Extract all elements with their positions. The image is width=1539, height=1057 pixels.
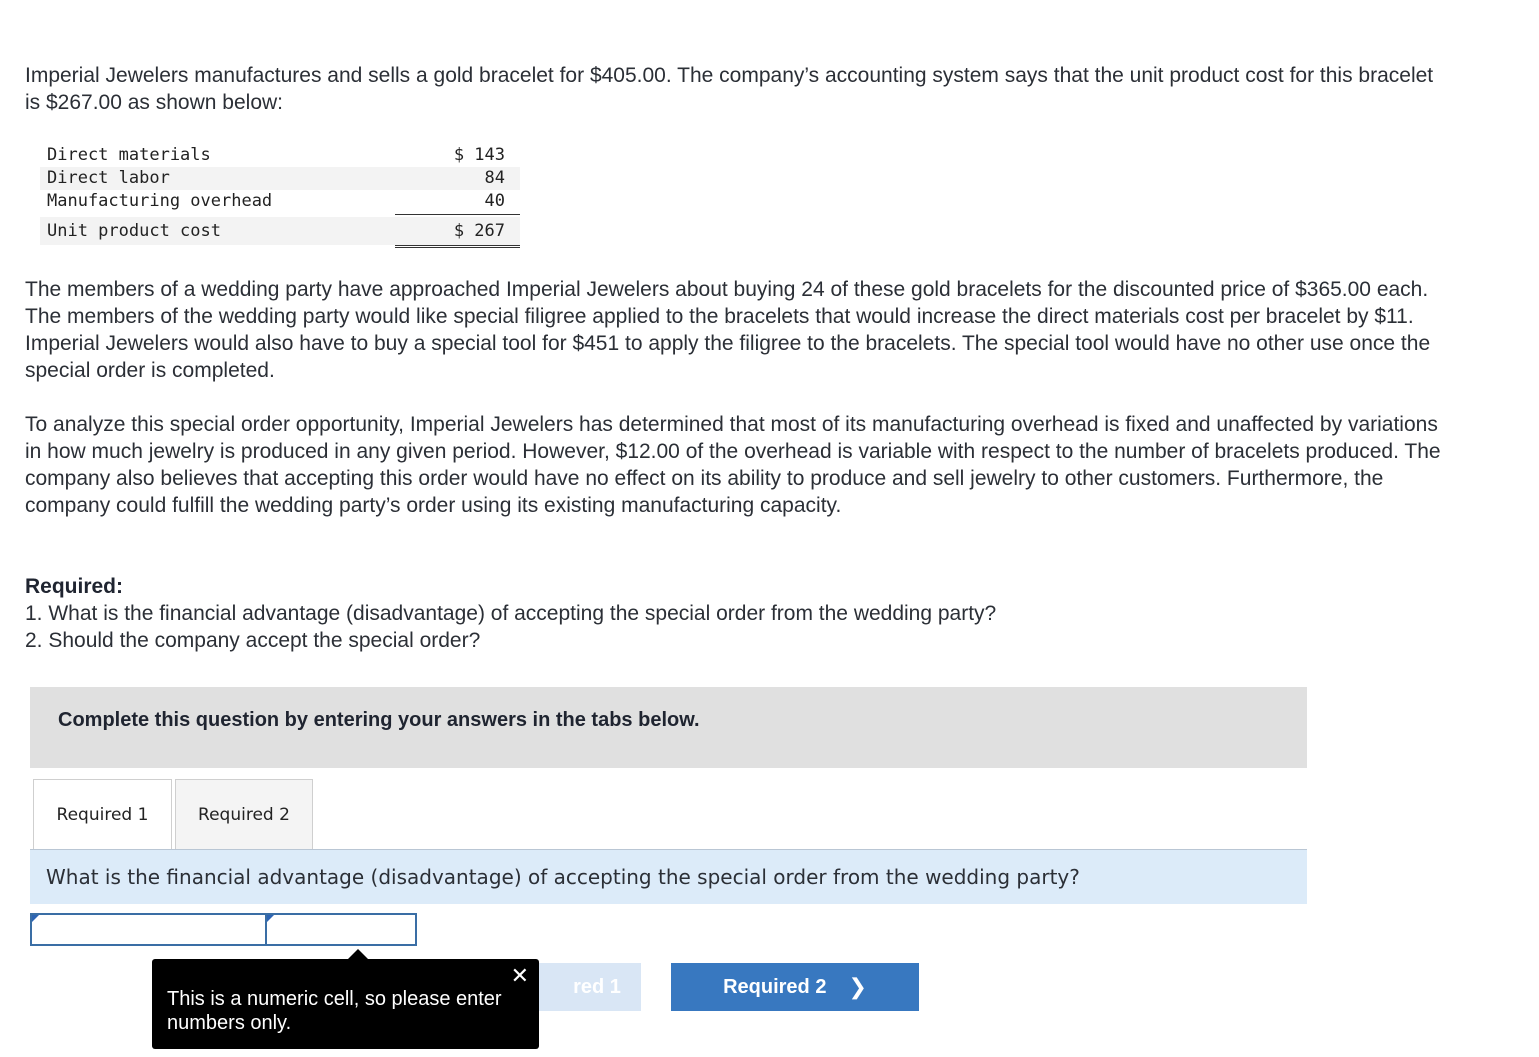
- cost-value: $ 143: [453, 145, 505, 165]
- cost-value: 84: [484, 168, 505, 188]
- prev-button-label: red 1: [573, 975, 621, 998]
- tooltip-message: This is a numeric cell, so please enter numbers only.: [167, 988, 502, 1034]
- prev-required-button[interactable]: [527, 963, 641, 1011]
- chevron-right-icon: ❯: [848, 974, 867, 999]
- cost-row-direct-labor: [40, 167, 520, 190]
- cost-label: Unit product cost: [47, 221, 221, 241]
- subtotal-rule: [395, 214, 520, 215]
- total-double-rule: [395, 245, 520, 248]
- question-text: What is the financial advantage (disadvantage) of accepting the special order from the wedding party?: [46, 865, 1080, 889]
- special-order-paragraph: The members of a wedding party have approached Imperial Jewelers about buying 24 of these gold bracelets for the discounted price of $365.00 each. The members of the wedding party would like special filigree applied to the bracelets that would increase the direct materials cost per bracelet by $11. Imperial Jewelers would also have to buy a special tool for $451 to apply the filigree to the bracelets. The special tool would have no other use once the special order is completed.: [25, 278, 1431, 382]
- cost-row-direct-materials: [40, 144, 520, 167]
- answer-amount-cell[interactable]: [265, 913, 417, 946]
- answer-label-input[interactable]: [32, 915, 265, 944]
- tab-required-2[interactable]: [175, 779, 313, 849]
- question-bar: [30, 850, 1307, 904]
- cost-row-unit-product-cost: [40, 217, 520, 245]
- tab-label: Required 2: [198, 804, 290, 825]
- next-button-label: Required 2: [723, 975, 827, 998]
- cell-marker-icon: [267, 915, 274, 922]
- cost-row-manufacturing-overhead: [40, 190, 520, 213]
- unit-cost-table: [40, 144, 520, 245]
- tab-required-1[interactable]: [33, 779, 172, 849]
- answer-amount-input[interactable]: [267, 915, 415, 944]
- required-item-1: 1. What is the financial advantage (disadvantage) of accepting the special order from the wedding party?: [25, 602, 997, 625]
- instructions-banner: [30, 687, 1307, 768]
- cost-value: $ 267: [453, 221, 505, 241]
- tooltip-arrow: [348, 949, 368, 959]
- cost-label: Direct materials: [47, 145, 211, 165]
- required-heading: Required:: [25, 575, 124, 598]
- numeric-cell-tooltip: [152, 959, 539, 1049]
- close-icon[interactable]: ✕: [510, 963, 529, 988]
- next-required-button[interactable]: [671, 963, 919, 1011]
- required-section: [25, 573, 1445, 654]
- cost-label: Manufacturing overhead: [47, 191, 273, 211]
- overhead-paragraph: To analyze this special order opportunity, Imperial Jewelers has determined that most of its manufacturing overhead is fixed and unaffected by variations in how much jewelry is produced in any given period. However, $12.00 of the overhead is variable with respect to the number of bracelets produced. The company also believes that accepting this order would have no effect on its ability to produce and sell jewelry to other customers. Furthermore, the company could fulfill the wedding party’s order using its existing manufacturing capacity.: [25, 413, 1441, 517]
- instructions-text: Complete this question by entering your answers in the tabs below.: [58, 709, 700, 731]
- intro-paragraph: Imperial Jewelers manufactures and sells a gold bracelet for $405.00. The company’s accounting system says that the unit product cost for this bracelet is $267.00 as shown below:: [25, 64, 1434, 114]
- answer-label-cell[interactable]: [30, 913, 267, 946]
- cost-value: 40: [484, 191, 505, 211]
- required-item-2: 2. Should the company accept the special order?: [25, 629, 481, 652]
- tab-label: Required 1: [56, 804, 149, 825]
- cell-marker-icon: [32, 915, 39, 922]
- cost-label: Direct labor: [47, 168, 170, 188]
